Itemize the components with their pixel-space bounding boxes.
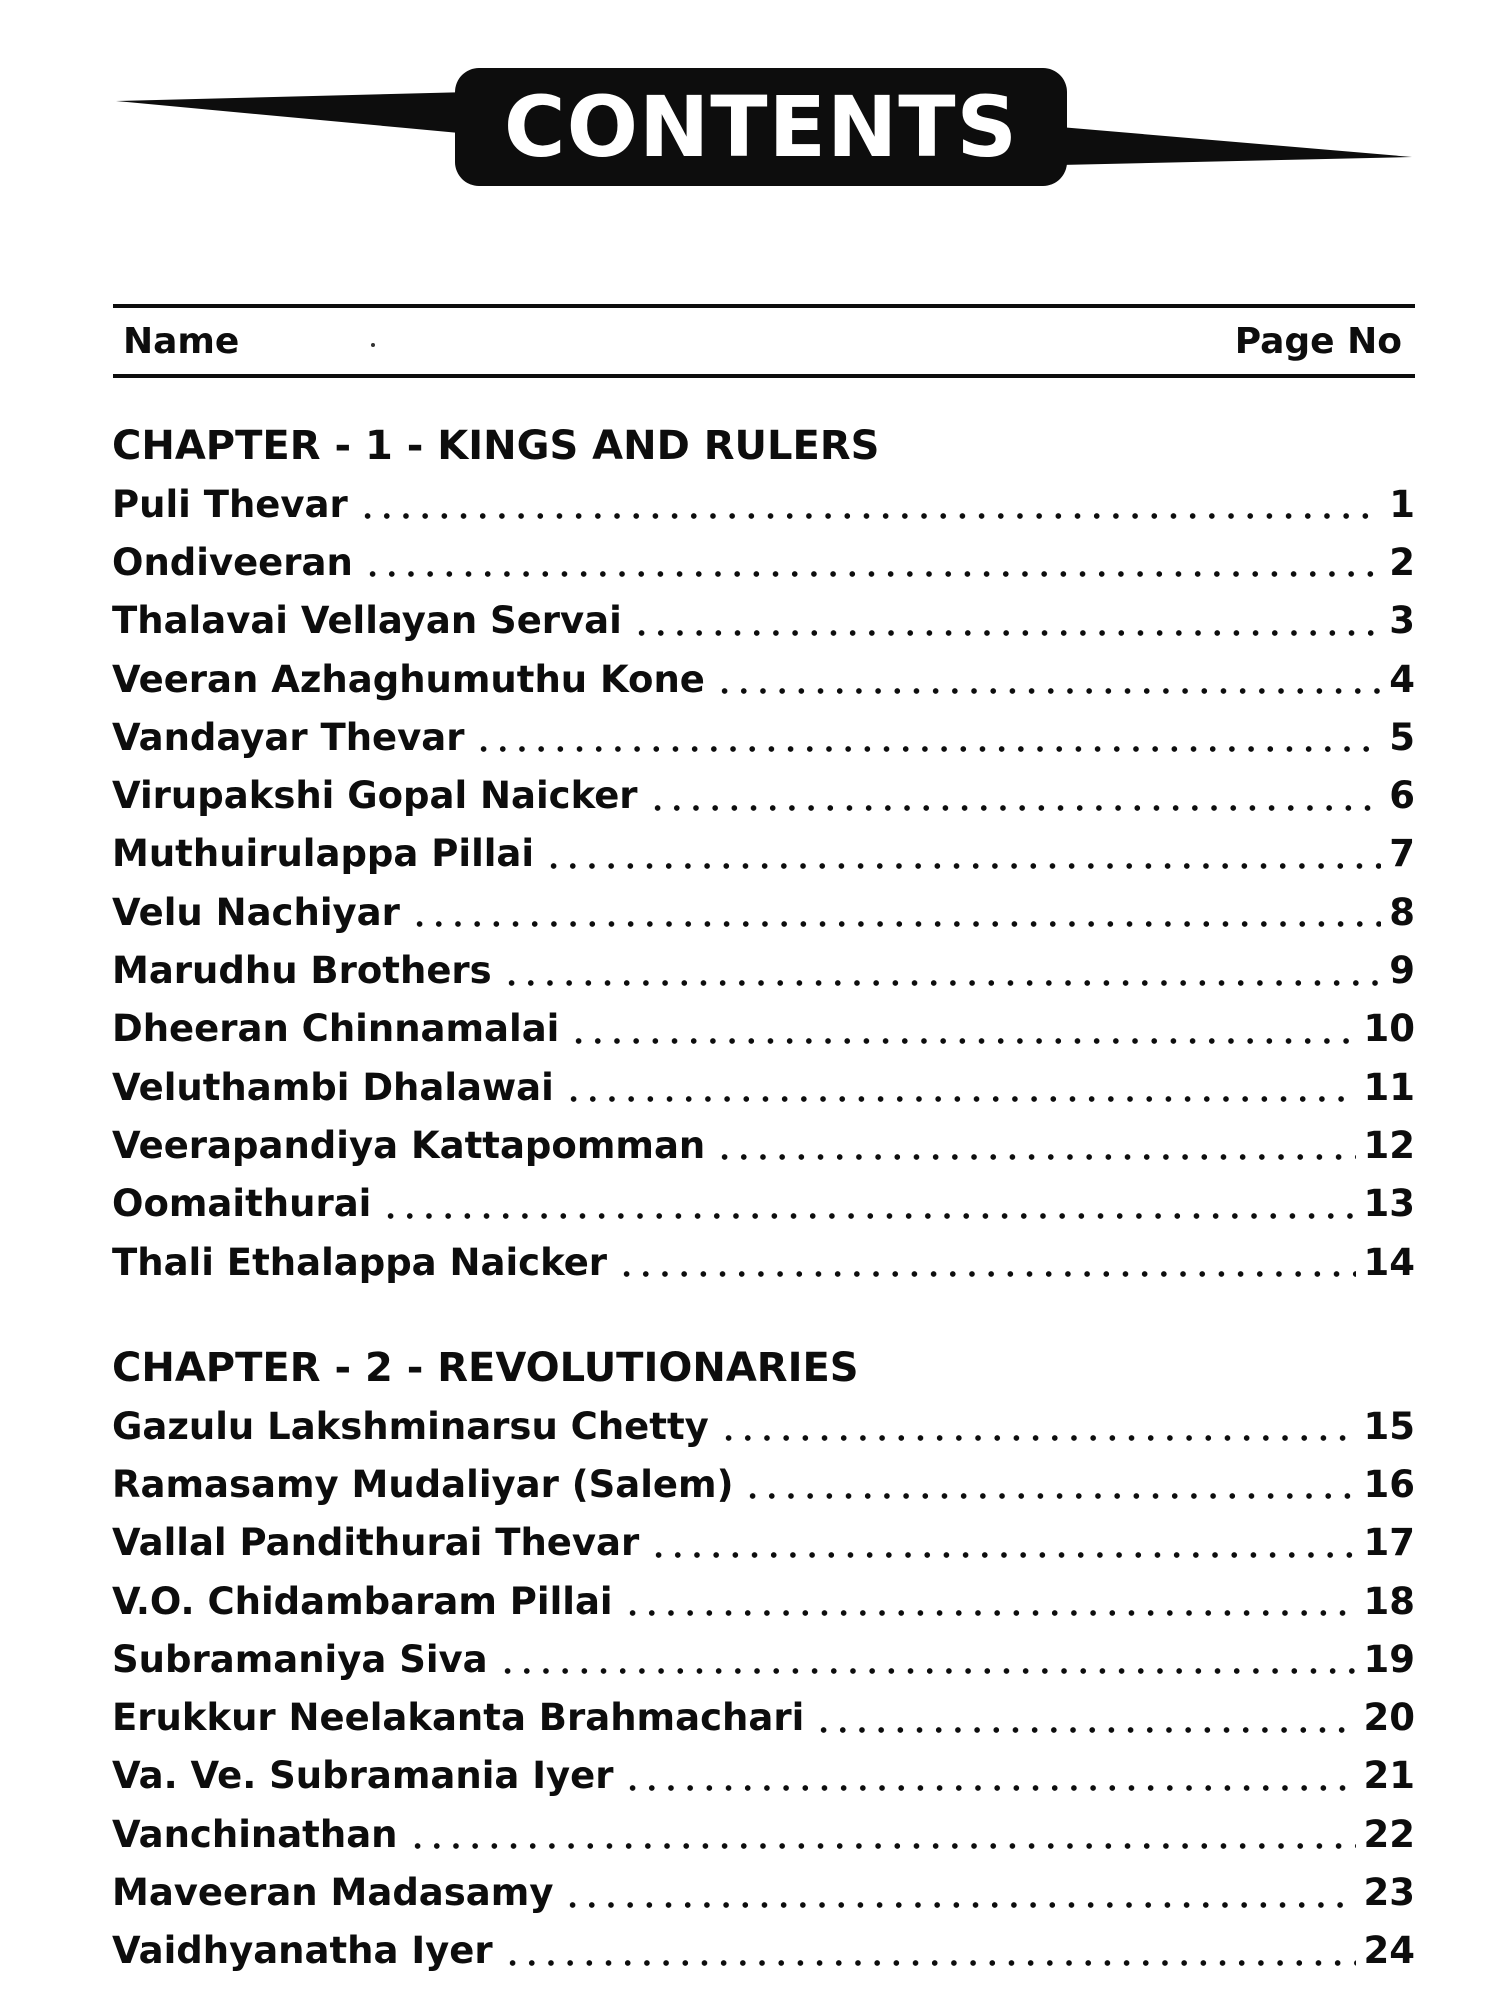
entry-page-number: 2	[1389, 540, 1415, 584]
entry-name: Marudhu Brothers	[112, 949, 492, 993]
dot-leader	[410, 921, 1381, 927]
dot-leader	[617, 1271, 1355, 1277]
entry-name: V.O. Chidambaram Pillai	[112, 1579, 613, 1623]
entry-page-number: 19	[1363, 1637, 1415, 1681]
toc-entry	[112, 1572, 1415, 1630]
entry-page-number: 4	[1389, 657, 1415, 701]
chapter-title: CHAPTER - 2 - REVOLUTIONARIES	[112, 1345, 859, 1391]
dot-leader	[719, 1435, 1356, 1441]
dot-leader	[381, 1213, 1355, 1219]
column-header-row	[113, 304, 1415, 378]
dot-leader	[563, 1902, 1355, 1908]
entry-name: Puli Thevar	[112, 482, 348, 526]
entry-page-number: 15	[1363, 1404, 1415, 1448]
dot-leader	[715, 1154, 1355, 1160]
entry-page-number: 22	[1363, 1812, 1415, 1856]
title-banner	[455, 68, 1067, 186]
stray-mark	[371, 343, 375, 347]
toc-entry	[112, 1397, 1415, 1455]
entry-page-number: 23	[1363, 1871, 1415, 1915]
entry-page-number: 12	[1363, 1123, 1415, 1167]
page-column-header: Page No	[1234, 320, 1402, 362]
chapter-1-entry-list	[112, 475, 1415, 1291]
entry-name: Vallal Pandithurai Thevar	[112, 1521, 640, 1565]
entry-name: Ondiveeran	[112, 540, 353, 584]
dot-leader	[715, 688, 1381, 694]
dot-leader	[623, 1785, 1355, 1791]
entry-page-number: 11	[1363, 1065, 1415, 1109]
dot-leader	[648, 805, 1381, 811]
entry-page-number: 21	[1363, 1754, 1415, 1798]
entry-page-number: 17	[1363, 1521, 1415, 1565]
toc-entry	[112, 1233, 1415, 1291]
contents-header	[0, 0, 1500, 240]
chapter-1	[112, 417, 1415, 1291]
toc-entry	[112, 533, 1415, 591]
toc-entry	[112, 1747, 1415, 1805]
dot-leader	[623, 1610, 1356, 1616]
name-column-header: Name	[123, 320, 240, 362]
entry-name: Gazulu Lakshminarsu Chetty	[112, 1404, 709, 1448]
entry-name: Velu Nachiyar	[112, 890, 400, 934]
entry-name: Thali Ethalappa Naicker	[112, 1240, 608, 1284]
dot-leader	[498, 1668, 1356, 1674]
entry-name: Thalavai Vellayan Servai	[112, 599, 622, 643]
dot-leader	[743, 1493, 1355, 1499]
entry-page-number: 3	[1389, 599, 1415, 643]
chapter-2	[112, 1339, 1415, 1980]
entry-page-number: 7	[1389, 832, 1415, 876]
toc-entry	[112, 941, 1415, 999]
toc-entry	[112, 1688, 1415, 1746]
dot-leader	[544, 863, 1381, 869]
toc-entry	[112, 1058, 1415, 1116]
entry-page-number: 1	[1389, 482, 1415, 526]
page-title: CONTENTS	[503, 78, 1019, 176]
entry-page-number: 13	[1363, 1182, 1415, 1226]
toc-entry	[112, 708, 1415, 766]
entry-name: Subramaniya Siva	[112, 1637, 488, 1681]
entry-name: Veerapandiya Kattapomman	[112, 1123, 706, 1167]
entry-name: Va. Ve. Subramania Iyer	[112, 1754, 614, 1798]
toc-entry	[112, 1630, 1415, 1688]
entry-name: Virupakshi Gopal Naicker	[112, 774, 638, 818]
entry-name: Maveeran Madasamy	[112, 1871, 554, 1915]
toc-entry	[112, 1805, 1415, 1863]
toc-entry	[112, 1455, 1415, 1513]
entry-page-number: 8	[1389, 890, 1415, 934]
toc-entry	[112, 1175, 1415, 1233]
dot-leader	[363, 571, 1381, 577]
toc-entry	[112, 1514, 1415, 1572]
toc-entry	[112, 1000, 1415, 1058]
toc-entry	[112, 1922, 1415, 1980]
dot-leader	[502, 980, 1381, 986]
entry-name: Vanchinathan	[112, 1812, 398, 1856]
entry-page-number: 24	[1363, 1929, 1415, 1973]
dot-leader	[408, 1843, 1356, 1849]
left-wedge	[116, 92, 470, 134]
toc-entry	[112, 475, 1415, 533]
entry-name: Muthuirulappa Pillai	[112, 832, 535, 876]
toc-entry	[112, 1116, 1415, 1174]
entry-page-number: 18	[1363, 1579, 1415, 1623]
toc-entry	[112, 1863, 1415, 1921]
entry-page-number: 10	[1363, 1007, 1415, 1051]
entry-name: Oomaithurai	[112, 1182, 372, 1226]
entry-name: Vandayar Thevar	[112, 715, 465, 759]
dot-leader	[564, 1096, 1356, 1102]
entry-name: Dheeran Chinnamalai	[112, 1007, 560, 1051]
dot-leader	[632, 630, 1381, 636]
dot-leader	[569, 1038, 1355, 1044]
dot-leader	[503, 1960, 1356, 1966]
toc-entry	[112, 592, 1415, 650]
chapter-title: CHAPTER - 1 - KINGS AND RULERS	[112, 423, 880, 469]
entry-name: Ramasamy Mudaliyar (Salem)	[112, 1462, 734, 1506]
entry-name: Vaidhyanatha Iyer	[112, 1929, 493, 1973]
chapter-2-entry-list	[112, 1397, 1415, 1980]
entry-page-number: 6	[1389, 774, 1415, 818]
dot-leader	[814, 1727, 1355, 1733]
toc-entry	[112, 650, 1415, 708]
toc-entry	[112, 825, 1415, 883]
entry-page-number: 20	[1363, 1696, 1415, 1740]
entry-name: Veluthambi Dhalawai	[112, 1065, 554, 1109]
toc-entry	[112, 883, 1415, 941]
entry-page-number: 5	[1389, 715, 1415, 759]
dot-leader	[474, 746, 1381, 752]
toc-entry	[112, 766, 1415, 824]
entry-page-number: 14	[1363, 1240, 1415, 1284]
entry-name: Erukkur Neelakanta Brahmachari	[112, 1696, 805, 1740]
entry-page-number: 9	[1389, 949, 1415, 993]
entry-page-number: 16	[1363, 1462, 1415, 1506]
entry-name: Veeran Azhaghumuthu Kone	[112, 657, 705, 701]
dot-leader	[649, 1552, 1355, 1558]
dot-leader	[358, 513, 1381, 519]
right-wedge	[1060, 127, 1412, 165]
